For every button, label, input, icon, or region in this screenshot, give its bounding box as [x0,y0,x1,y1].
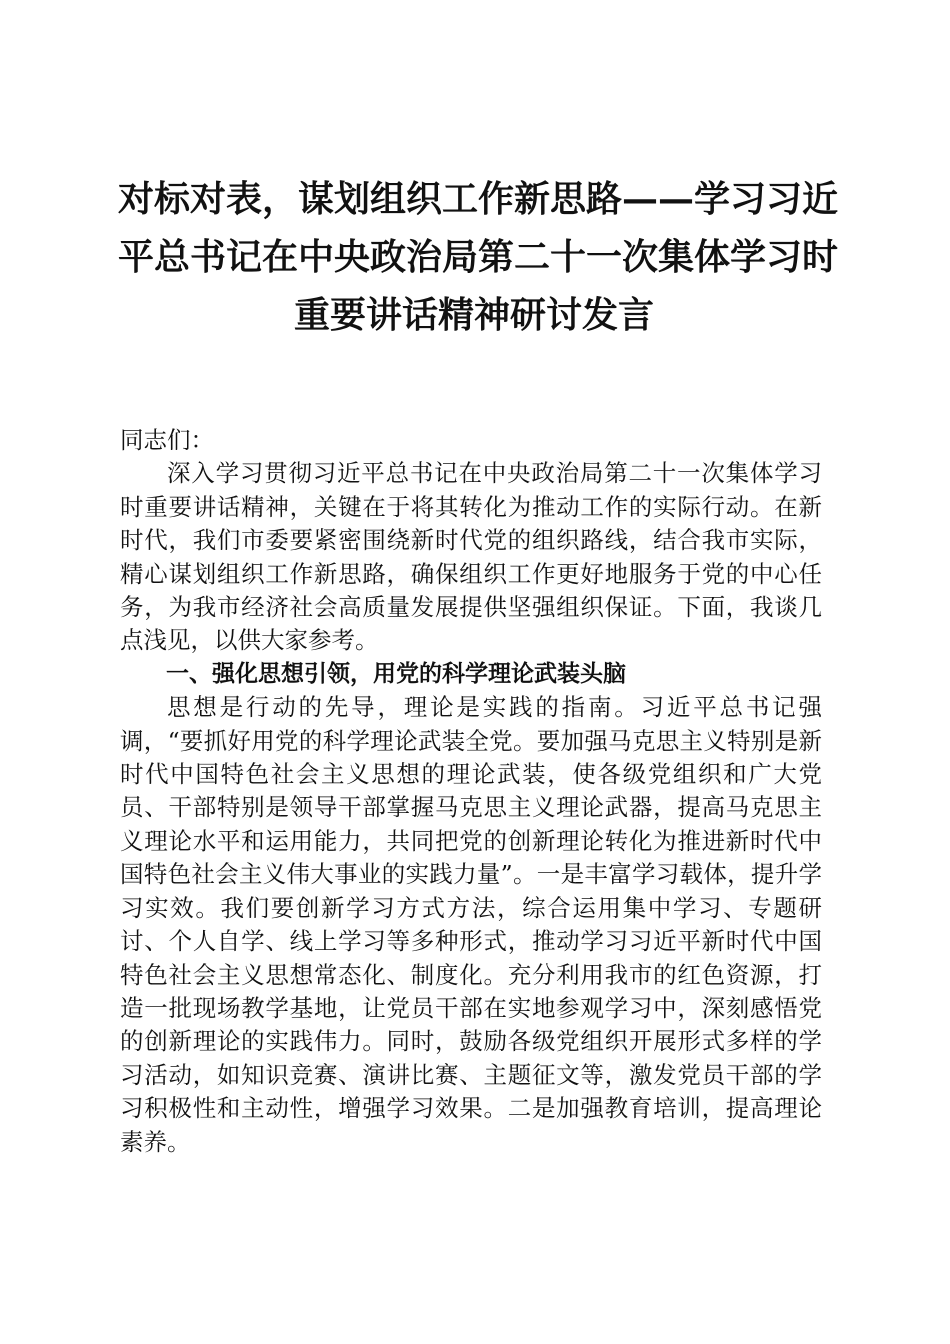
title-line-3: 重要讲话精神研讨发言 [293,294,654,336]
document-title [118,170,839,344]
section-heading-1: 一、强化思想引领，用党的科学理论武装头脑 [166,660,626,687]
salutation: 同志们： [120,426,214,454]
intro-paragraph: 深入学习贯彻习近平总书记在中央政治局第二十一次集体学习时重要讲话精神，关键在于将其转化为推动工作的实际行动。在新时代，我们市委要紧密围绕新时代党的组织路线，结合我市实际，精心谋划组织工作新思路，确保组织工作更好地服务于党的中心任务，为我市经济社会高质量发展提供坚强组织保证。下面，我谈几点浅见，以供大家参考。 [120,459,822,655]
title-line-2: 平总书记在中央政治局第二十一次集体学习时 [118,236,839,278]
section-1-paragraph: 思想是行动的先导，理论是实践的指南。习近平总书记强调，“要抓好用党的科学理论武装全党。要加强马克思主义特别是新时代中国特色社会主义思想的理论武装，使各级党组织和广大党员、干部特别是领导干部掌握马克思主义理论武器，提高马克思主义理论水平和运用能力，共同把党的创新理论转化为推进新时代中国特色社会主义伟大事业的实践力量”。一是丰富学习载体，提升学习实效。我们要创新学习方式方法，综合运用集中学习、专题研讨、个人自学、线上学习等多种形式，推动学习习近平新时代中国特色社会主义思想常态化、制度化。充分利用我市的红色资源，打造一批现场教学基地，让党员干部在实地参观学习中，深刻感悟党的创新理论的实践伟力。同时，鼓励各级党组织开展形式多样的学习活动，如知识竞赛、演讲比赛、主题征文等，激发党员干部的学习积极性和主动性，增强学习效果。二是加强教育培训，提高理论素养。 [120,693,822,1156]
document-body [120,424,822,1159]
title-line-1: 对标对表，谋划组织工作新思路——学习习近 [118,178,839,220]
